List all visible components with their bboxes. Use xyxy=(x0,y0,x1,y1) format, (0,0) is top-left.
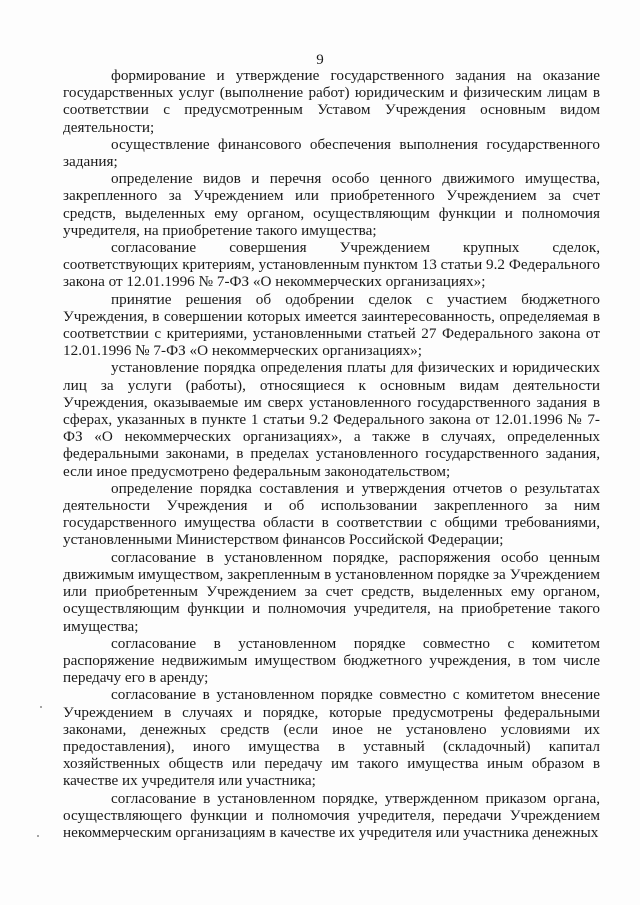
paragraph-interested-transactions: принятие решения об одобрении сделок с участием бюджетного Учреждения, в совершении которых имеется заинтересованность, определяемая в соответствии с критериями, установленными статьей 27 Федерального закона от 12.01.1996 № 7-ФЗ «О некоммерческих организациях»; xyxy=(63,290,600,360)
paragraph-nonprofit-transfer: согласование в установленном порядке, утвержденном приказом органа, осуществляющего функции и полномочия учредителя, передачи Учреждением некоммерческим организациям в качестве их учредителя или участника денежных xyxy=(63,789,600,841)
scan-speck xyxy=(40,706,42,708)
paragraph-financial-support: осуществление финансового обеспечения выполнения государственного задания; xyxy=(63,135,600,171)
paragraph-fee-procedure: установление порядка определения платы для физических и юридических лиц за услуги (работы), относящиеся к основным видам деятельности Учреждения, оказываемые им сверх установленного государственного задания в сферах, указанных в пункте 1 статьи 9.2 Федерального закона от 12.01.1996 № 7-ФЗ «О некоммерческих организациях», а также в случаях, определенных федеральными законами, в пределах установленного государственного задания, если иное предусмотрено федеральным законодательством; xyxy=(63,359,600,480)
paragraph-reporting-procedure: определение порядка составления и утверждения отчетов о результатах деятельности Учреждения и об использовании закрепленного за ним государственного имущества области в соответствии с общими требованиями, установленными Министерством финансов Российской Федерации; xyxy=(63,479,600,549)
paragraph-real-estate-disposal: согласование в установленном порядке совместно с комитетом распоряжение недвижимым имуществом бюджетного учреждения, в том числе передачу его в аренду; xyxy=(63,634,600,687)
page-number: 9 xyxy=(316,52,324,68)
document-body xyxy=(63,67,600,841)
paragraph-capital-contribution: согласование в установленном порядке совместно с комитетом внесение Учреждением в случаях и порядке, которые предусмотрены федеральными законами, денежных средств (если иное не установлено условиями их предоставления), иного имущества в уставный (складочный) капитал хозяйственных обществ или передачу им такого имущества иным образом в качестве их учредителя или участника; xyxy=(63,686,600,790)
paragraph-movable-property-disposal: согласование в установленном порядке, распоряжения особо ценным движимым имуществом, закрепленным в установленном порядке за Учреждением или приобретенным Учреждением за счет средств, выделенных ему органом, осуществляющим функции и полномочия учредителя, на приобретение такого имущества; xyxy=(63,548,600,635)
paragraph-state-assignment: формирование и утверждение государственного задания на оказание государственных услуг (выполнение работ) юридическим и физическим лицам в соответствии с предусмотренным Уставом Учреждения основным видом деятельности; xyxy=(63,67,600,136)
paragraph-valuable-property: определение видов и перечня особо ценного движимого имущества, закрепленного за Учреждением или приобретенного Учреждением за счет средств, выделенных ему органом, осуществляющим функции и полномочия учредителя, на приобретение такого имущества; xyxy=(63,170,600,239)
scan-speck xyxy=(37,835,39,837)
paragraph-major-transactions: согласование совершения Учреждением крупных сделок, соответствующих критериям, установленным пунктом 13 статьи 9.2 Федерального закона от 12.01.1996 № 7-ФЗ «О некоммерческих организациях»; xyxy=(63,239,600,291)
